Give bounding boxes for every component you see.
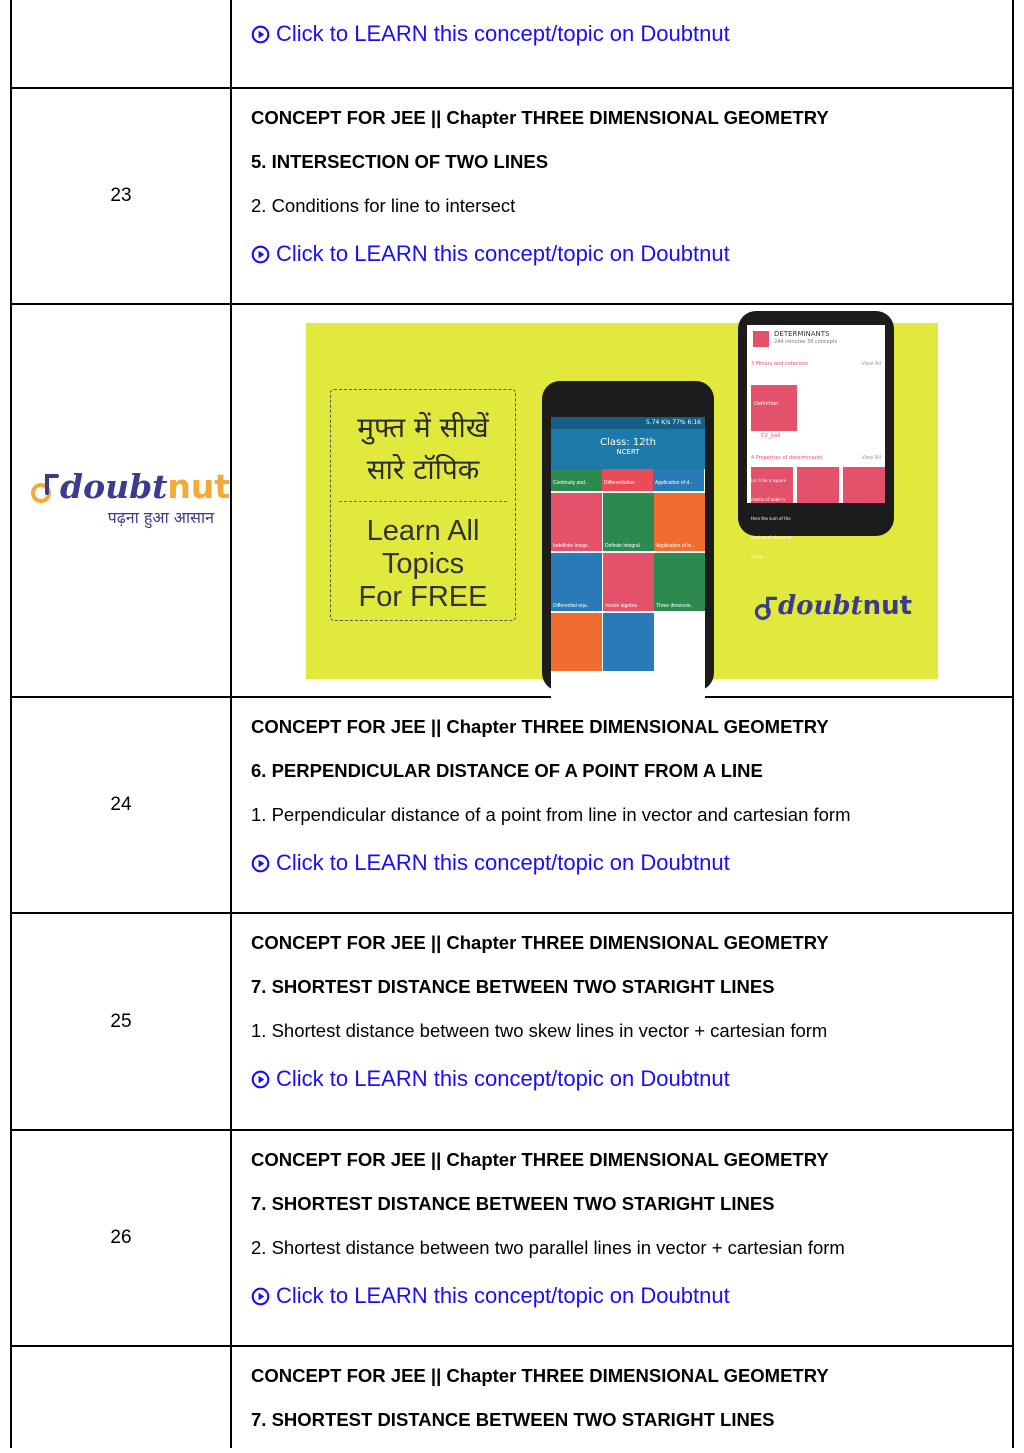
screen-subtitle: 244 minutes 39 concepts — [774, 339, 838, 345]
section-title: 6. PERPENDICULAR DISTANCE OF A POINT FROM A LINE — [251, 760, 763, 781]
row-number: 25 — [110, 1011, 132, 1032]
section-title: 7. SHORTEST DISTANCE BETWEEN TWO STARIGHT LINES — [251, 976, 775, 997]
concept-card[interactable] — [751, 385, 797, 431]
tile[interactable] — [603, 613, 654, 671]
learn-link-label: Click to LEARN this concept/topic on Doubtnut — [276, 850, 730, 875]
learn-line-3: For FREE — [358, 581, 488, 613]
table-row — [251, 1149, 845, 1309]
row-divider — [10, 1129, 1014, 1131]
phone-mockup — [542, 381, 714, 691]
tab-label: Continuity and.. — [553, 480, 588, 486]
logo-tagline: पढ़ना हुआ आसान — [107, 508, 214, 527]
section-title: 7. SHORTEST DISTANCE BETWEEN TWO STARIGHT LINES — [251, 1193, 775, 1214]
learn-link-label: Click to LEARN this concept/topic on Doubtnut — [276, 241, 730, 266]
row-number: 23 — [110, 185, 132, 206]
banner-logo-doubt: doubt — [778, 591, 863, 621]
topic-text: 1. Perpendicular distance of a point from line in vector and cartesian form — [251, 804, 851, 825]
section-label: 4 Properties of determinants — [751, 455, 823, 461]
play-circle-icon — [251, 245, 270, 264]
hindi-line-2: सारे टॉपिक — [366, 453, 480, 486]
screen-title: DETERMINANTS — [774, 330, 830, 338]
topic-text: 1. Shortest distance between two skew lines in vector + cartesian form — [251, 1020, 828, 1041]
divider — [339, 501, 507, 502]
view-all-link[interactable]: View All — [861, 455, 881, 461]
table-row — [251, 932, 829, 1092]
phone-mockup — [738, 311, 894, 559]
tab-label: Differentiation — [604, 480, 635, 486]
card-label: Definition — [754, 401, 779, 407]
learn-link[interactable] — [251, 1066, 829, 1092]
concept-card[interactable] — [843, 467, 885, 503]
table-row — [251, 21, 730, 47]
row-number: 24 — [110, 794, 132, 815]
app-header — [551, 429, 705, 469]
status-bar: 5.74 K/s 77% 6:16 — [551, 417, 705, 429]
class-subtitle: NCERT — [616, 448, 640, 456]
promo-box — [330, 389, 516, 621]
tile-label: Indefinite integr.. — [553, 543, 590, 549]
learn-link[interactable] — [251, 21, 730, 47]
tile-label: Three dimensio.. — [656, 603, 694, 609]
section-title: 5. INTERSECTION OF TWO LINES — [251, 151, 549, 172]
section-label: 3 Minors and cofactors — [751, 361, 809, 367]
learn-link-label: Click to LEARN this concept/topic on Doubtnut — [276, 21, 730, 46]
learn-line-1: Learn All — [366, 515, 480, 547]
row-divider — [10, 912, 1014, 914]
music-note-icon — [30, 472, 60, 504]
concept-card[interactable] — [751, 467, 793, 559]
row-divider — [10, 1345, 1014, 1347]
learn-line-2: Topics — [381, 548, 465, 580]
card-text: Let A be a square matrix of order n then the sum of the product of elements of any — [751, 478, 792, 559]
tab-label: Application of d.. — [655, 480, 692, 486]
tile[interactable] — [551, 613, 602, 671]
tile-label: Application of in.. — [656, 543, 695, 549]
hindi-line-1: मुफ्त में सीखें — [357, 411, 489, 444]
music-note-icon — [754, 595, 778, 621]
doubtnut-logo — [30, 467, 231, 528]
row-number: 26 — [110, 1227, 132, 1248]
phone-screen — [747, 325, 885, 559]
banner-logo-nut: nut — [862, 591, 913, 621]
phone-screen — [551, 417, 705, 707]
logo-text-nut: nut — [167, 467, 231, 506]
learn-link-label: Click to LEARN this concept/topic on Doubtnut — [276, 1066, 730, 1091]
table-border-right — [1012, 0, 1014, 1448]
table-row — [251, 1365, 829, 1453]
class-title: Class: 12th — [600, 437, 656, 448]
concept-heading: CONCEPT FOR JEE || Chapter THREE DIMENSIONAL GEOMETRY — [251, 716, 829, 737]
view-all-link[interactable]: View All — [861, 361, 881, 367]
row-divider — [10, 87, 1014, 89]
row-divider — [10, 303, 1014, 305]
learn-link[interactable] — [251, 850, 851, 876]
table-row — [251, 107, 829, 267]
section-title: 7. SHORTEST DISTANCE BETWEEN TWO STARIGHT LINES — [251, 1409, 775, 1430]
table-row — [251, 716, 851, 876]
concept-heading: CONCEPT FOR JEE || Chapter THREE DIMENSIONAL GEOMETRY — [251, 1365, 829, 1386]
learn-all-text — [331, 515, 515, 614]
table-column-divider — [230, 0, 232, 1448]
banner-logo — [754, 591, 912, 621]
concept-card[interactable] — [797, 467, 839, 503]
topic-icon — [753, 331, 769, 347]
concept-heading: CONCEPT FOR JEE || Chapter THREE DIMENSIONAL GEOMETRY — [251, 932, 829, 953]
play-circle-icon — [251, 854, 270, 873]
ad-banner[interactable] — [306, 323, 938, 679]
learn-link[interactable] — [251, 1283, 845, 1309]
learn-link[interactable] — [251, 241, 829, 267]
row-divider — [10, 696, 1014, 698]
play-circle-icon — [251, 25, 270, 44]
user-label: CV_Jsall — [761, 433, 781, 439]
concept-heading: CONCEPT FOR JEE || Chapter THREE DIMENSIONAL GEOMETRY — [251, 107, 829, 128]
learn-link-label: Click to LEARN this concept/topic on Doubtnut — [276, 1283, 730, 1308]
logo-text-doubt: doubt — [60, 467, 168, 506]
concept-heading: CONCEPT FOR JEE || Chapter THREE DIMENSIONAL GEOMETRY — [251, 1149, 829, 1170]
topic-text: 2. Shortest distance between two parallel lines in vector + cartesian form — [251, 1237, 845, 1258]
tile-label: Differential equ.. — [553, 603, 590, 609]
play-circle-icon — [251, 1070, 270, 1089]
play-circle-icon — [251, 1287, 270, 1306]
tile-label: Vector algebra — [605, 603, 638, 609]
topic-text: 2. Conditions for line to intersect — [251, 195, 516, 216]
tile-label: Definite integral — [605, 543, 640, 549]
